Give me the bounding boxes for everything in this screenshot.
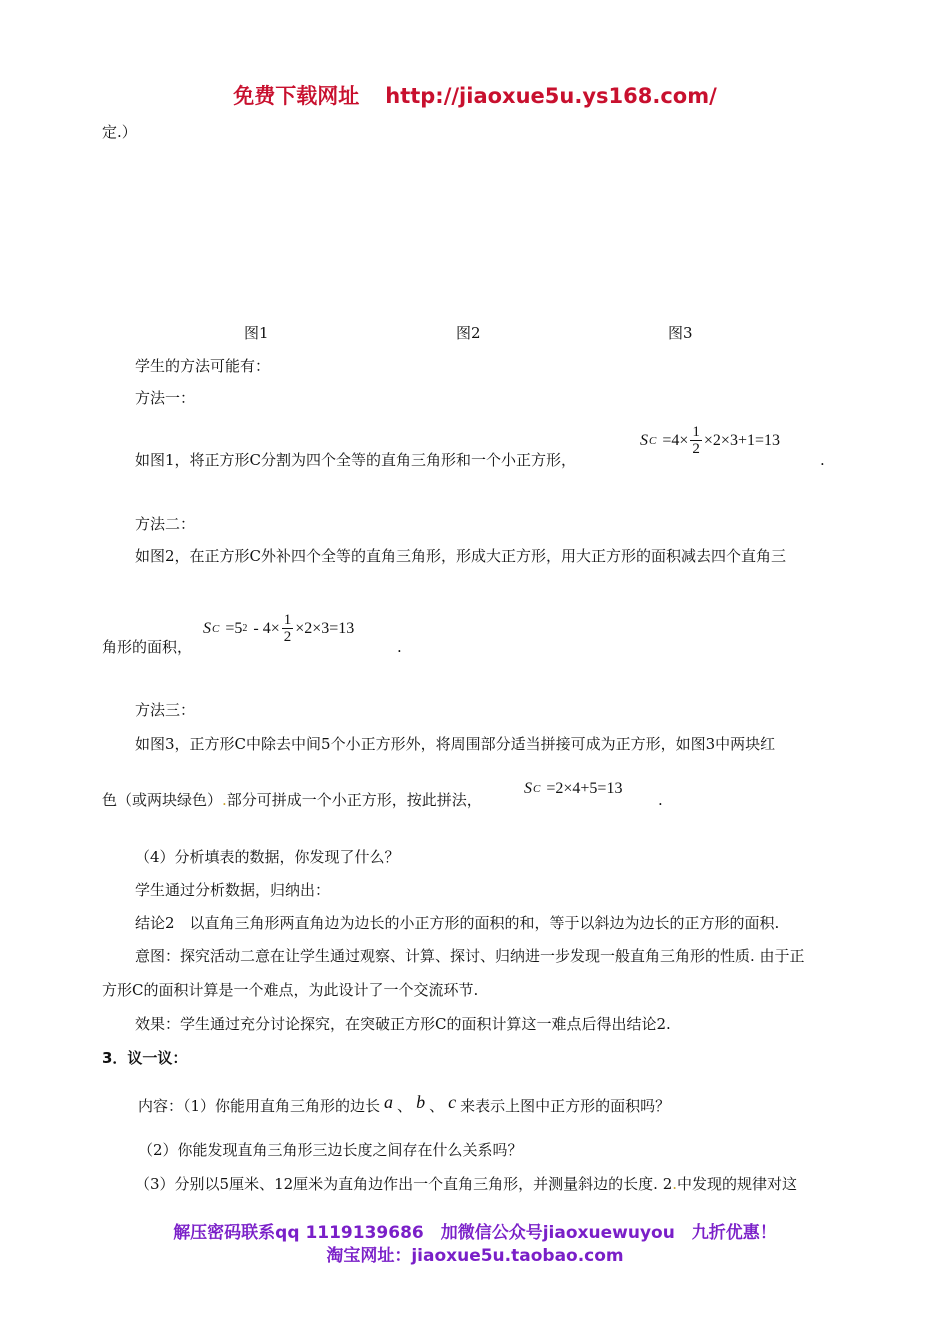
variable-b: b [416,1092,426,1112]
conclusion-2: 结论2 以直角三角形两直角边为边长的小正方形的面积的和，等于以斜边为边长的正方形的面积. [135,914,780,932]
variable-c: c [448,1092,457,1112]
method3-text-b: 部分可拼成一个小正方形，按此拼法， [226,791,482,809]
method2-text-line2: 角形的面积， [102,638,193,656]
fraction-denominator: 2 [692,441,700,457]
question-4: （4）分析填表的数据，你发现了什么？ [135,848,400,866]
emphasis-dot: . [672,1175,678,1193]
formula-sub: C [212,622,220,635]
fraction-denominator: 2 [283,629,292,645]
summary-text: 学生通过分析数据，归纳出： [135,881,331,899]
banner-url-link[interactable]: http://jiaoxue5u.ys168.com/ [385,84,717,108]
method1-title: 方法一： [135,389,196,407]
fraction-numerator: 1 [283,612,292,628]
separator: 、 [429,1097,445,1115]
content-text-a: 内容：（1）你能用直角三角形的边长 [138,1097,381,1115]
formula-eq: =5 [225,619,243,637]
question-2: （2）你能发现直角三角形三边长度之间存在什么关系吗？ [138,1141,523,1159]
separator: 、 [397,1097,413,1115]
method3-text-a: 色（或两块绿色） [102,791,223,809]
intro-text: 学生的方法可能有： [135,357,271,375]
method3-text-line1: 如图3，正方形C中除去中间5个小正方形外，将周围部分适当拼接可成为正方形，如图3中两块红 [135,735,776,753]
method2-title: 方法二： [135,515,196,533]
formula-sub: C [533,783,541,795]
method1-formula [640,424,780,457]
formula-fraction [690,424,702,457]
question-3 [135,1174,797,1194]
method2-period: . [397,638,402,656]
formula-rest: =2×4+5=13 [546,780,623,797]
figure-caption-3: 图3 [668,324,693,342]
banner-title: 免费下载网址 [233,84,360,108]
footer-shop-link[interactable]: 淘宝网址：jiaoxue5u.taobao.com [326,1246,624,1266]
header-banner [0,80,950,110]
method1-period: . [820,451,825,469]
formula-var: S [203,619,211,637]
question-3-text-a: （3）分别以5厘米、12厘米为直角边作出一个直角三角形，并测量斜边的长度. 2 [135,1175,673,1193]
method3-formula [524,780,622,798]
figure-caption-2: 图2 [456,324,481,342]
method3-title: 方法三： [135,701,196,719]
formula-rest: ×2×3=13 [295,619,355,637]
formula-sub: C [649,434,657,447]
method3-period: . [658,791,663,809]
formula-var: S [640,431,648,449]
formula-eq: =4× [662,431,689,449]
method2-formula [203,612,354,645]
figure-caption-1: 图1 [244,324,269,342]
intent-line2: 方形C的面积计算是一个难点，为此设计了一个交流环节. [102,981,479,999]
section-3-heading: 3．议一议： [102,1049,188,1067]
formula-rest: ×2×3+1=13 [703,431,780,449]
method1-text: 如图1，将正方形C分割为四个全等的直角三角形和一个小正方形， [135,451,577,469]
text-fragment: 定.） [102,123,137,141]
formula-fraction [282,612,294,645]
formula-var: S [524,780,532,797]
effect-text: 效果：学生通过充分讨论探究，在突破正方形C的面积计算这一难点后得出结论2. [135,1015,671,1033]
method3-text-line2 [102,790,482,810]
question-3-text-b: 中发现的规律对这 [677,1175,798,1193]
method2-text-line1: 如图2，在正方形C外补四个全等的直角三角形，形成大正方形，用大正方形的面积减去四个直角三 [135,547,787,565]
variable-a: a [384,1092,394,1112]
formula-minus: - 4× [253,619,280,637]
emphasis-dot: . [222,791,227,809]
footer-contact: 解压密码联系qq 1119139686 加微信公众号jiaoxuewuyou 九折优惠！ [173,1223,777,1243]
fraction-numerator: 1 [692,424,700,440]
formula-exponent: 2 [242,623,248,634]
content-question-1 [138,1092,670,1116]
intent-line1: 意图：探究活动二意在让学生通过观察、计算、探讨、归纳进一步发现一般直角三角形的性质. 由于正 [135,947,805,965]
content-text-b: 来表示上图中正方形的面积吗？ [460,1097,671,1115]
